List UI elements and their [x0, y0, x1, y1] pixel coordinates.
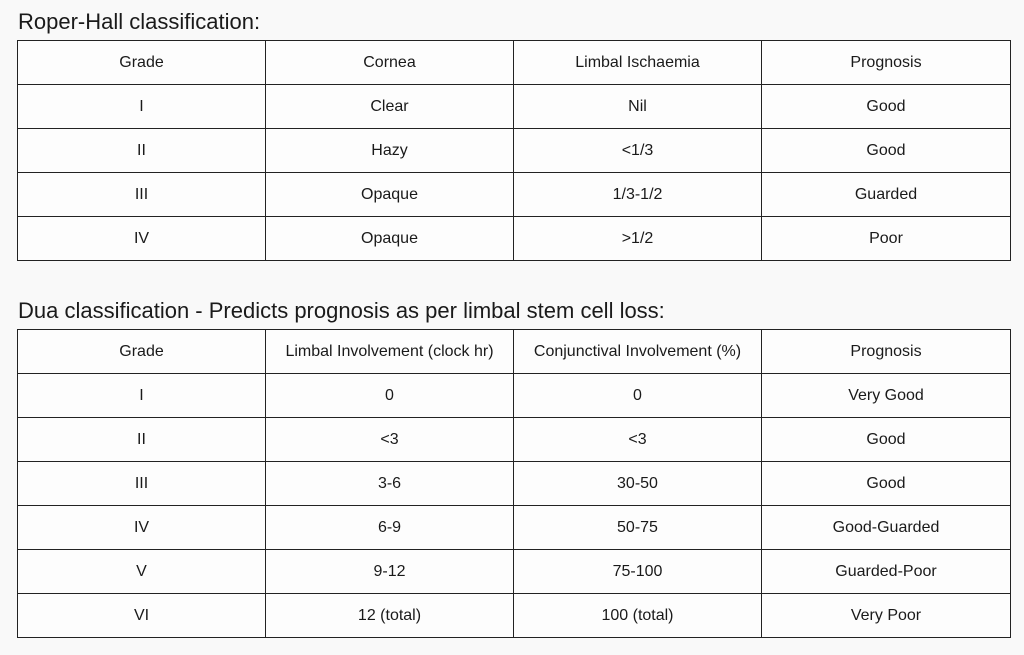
cell-prognosis: Good [762, 418, 1011, 462]
cell-grade: I [18, 85, 266, 129]
cell-prognosis: Very Poor [762, 594, 1011, 638]
cell-grade: III [18, 462, 266, 506]
cell-prognosis: Good [762, 462, 1011, 506]
cell-conjunctival-involvement: <3 [514, 418, 762, 462]
cell-limbal-ischaemia: Nil [514, 85, 762, 129]
table-row [18, 129, 1011, 173]
table-row [18, 173, 1011, 217]
dua-title: Dua classification - Predicts prognosis as per limbal stem cell loss: [18, 298, 665, 323]
header-conjunctival-involvement: Conjunctival Involvement (%) [514, 330, 762, 374]
cell-prognosis: Good [762, 129, 1011, 173]
cell-limbal-involvement: <3 [266, 418, 514, 462]
cell-conjunctival-involvement: 50-75 [514, 506, 762, 550]
table-row [18, 594, 1011, 638]
header-limbal-ischaemia: Limbal Ischaemia [514, 41, 762, 85]
header-prognosis: Prognosis [762, 330, 1011, 374]
cell-prognosis: Good-Guarded [762, 506, 1011, 550]
cell-limbal-involvement: 9-12 [266, 550, 514, 594]
cell-conjunctival-involvement: 100 (total) [514, 594, 762, 638]
cell-prognosis: Very Good [762, 374, 1011, 418]
header-prognosis: Prognosis [762, 41, 1011, 85]
cell-cornea: Opaque [266, 173, 514, 217]
table-row [18, 374, 1011, 418]
cell-grade: IV [18, 506, 266, 550]
cell-conjunctival-involvement: 75-100 [514, 550, 762, 594]
cell-limbal-ischaemia: >1/2 [514, 217, 762, 261]
cell-prognosis: Guarded-Poor [762, 550, 1011, 594]
cell-prognosis: Guarded [762, 173, 1011, 217]
cell-prognosis: Good [762, 85, 1011, 129]
cell-grade: I [18, 374, 266, 418]
table-row [18, 85, 1011, 129]
header-limbal-involvement: Limbal Involvement (clock hr) [266, 330, 514, 374]
header-cornea: Cornea [266, 41, 514, 85]
header-grade: Grade [18, 330, 266, 374]
cell-limbal-involvement: 3-6 [266, 462, 514, 506]
cell-conjunctival-involvement: 30-50 [514, 462, 762, 506]
table-header-row [18, 330, 1011, 374]
dua-table [17, 329, 1011, 638]
cell-grade: V [18, 550, 266, 594]
cell-prognosis: Poor [762, 217, 1011, 261]
cell-limbal-involvement: 12 (total) [266, 594, 514, 638]
table-header-row [18, 41, 1011, 85]
roper-hall-title: Roper-Hall classification: [18, 9, 261, 34]
table-row [18, 462, 1011, 506]
table-row [18, 550, 1011, 594]
cell-grade: II [18, 418, 266, 462]
cell-grade: III [18, 173, 266, 217]
table-row [18, 217, 1011, 261]
cell-conjunctival-involvement: 0 [514, 374, 762, 418]
cell-grade: II [18, 129, 266, 173]
cell-limbal-involvement: 6-9 [266, 506, 514, 550]
cell-grade: VI [18, 594, 266, 638]
cell-limbal-involvement: 0 [266, 374, 514, 418]
roper-hall-table [17, 40, 1011, 261]
cell-limbal-ischaemia: <1/3 [514, 129, 762, 173]
table-row [18, 506, 1011, 550]
cell-limbal-ischaemia: 1/3-1/2 [514, 173, 762, 217]
cell-cornea: Hazy [266, 129, 514, 173]
header-grade: Grade [18, 41, 266, 85]
table-row [18, 418, 1011, 462]
cell-cornea: Clear [266, 85, 514, 129]
cell-cornea: Opaque [266, 217, 514, 261]
cell-grade: IV [18, 217, 266, 261]
